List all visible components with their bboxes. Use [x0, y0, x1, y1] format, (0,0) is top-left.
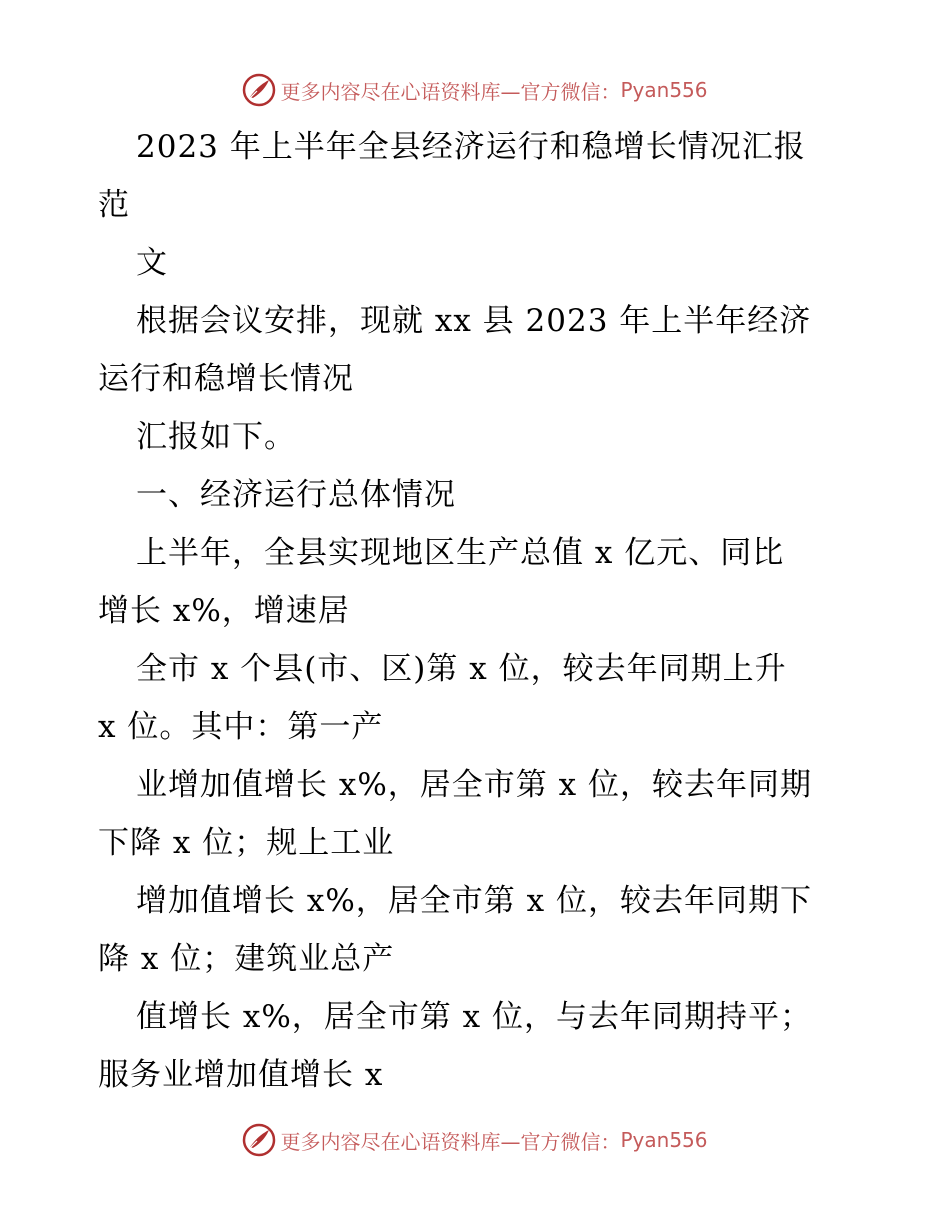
- watermark-text: 更多内容尽在心语资料库—官方微信：: [280, 1129, 621, 1154]
- doc-line: 范: [98, 187, 130, 223]
- doc-line: 一、经济运行总体情况: [136, 477, 456, 513]
- document-body: [98, 118, 858, 1104]
- doc-line: 汇报如下。: [136, 419, 296, 455]
- doc-line: 降 x 位；建筑业总产: [98, 941, 395, 977]
- doc-line: 运行和稳增长情况: [98, 361, 354, 397]
- doc-line: 根据会议安排，现就 xx 县 2023 年上半年经济: [136, 303, 812, 339]
- doc-line: 下降 x 位；规上工业: [98, 825, 395, 861]
- quill-logo-icon: [242, 73, 276, 107]
- quill-logo-icon: [242, 1123, 276, 1157]
- doc-line: 全市 x 个县(市、区)第 x 位，较去年同期上升: [136, 651, 787, 687]
- doc-line: 值增长 x%，居全市第 x 位，与去年同期持平；: [136, 999, 812, 1035]
- doc-line: x 位。其中：第一产: [98, 709, 384, 745]
- doc-line: 服务业增加值增长 x: [98, 1057, 384, 1093]
- watermark-text: 更多内容尽在心语资料库—官方微信：: [280, 79, 621, 104]
- doc-line: 2023 年上半年全县经济运行和稳增长情况汇报: [136, 129, 806, 165]
- watermark-handle: Pyan556: [620, 78, 708, 102]
- doc-line: 上半年，全县实现地区生产总值 x 亿元、同比: [136, 535, 785, 571]
- header-watermark: [0, 70, 950, 110]
- doc-line: 文: [136, 245, 168, 281]
- footer-watermark: [0, 1120, 950, 1160]
- doc-line: 业增加值增长 x%，居全市第 x 位，较去年同期: [136, 767, 812, 803]
- doc-line: 增加值增长 x%，居全市第 x 位，较去年同期下: [136, 883, 812, 919]
- watermark-handle: Pyan556: [620, 1128, 708, 1152]
- doc-line: 增长 x%，增速居: [98, 593, 350, 629]
